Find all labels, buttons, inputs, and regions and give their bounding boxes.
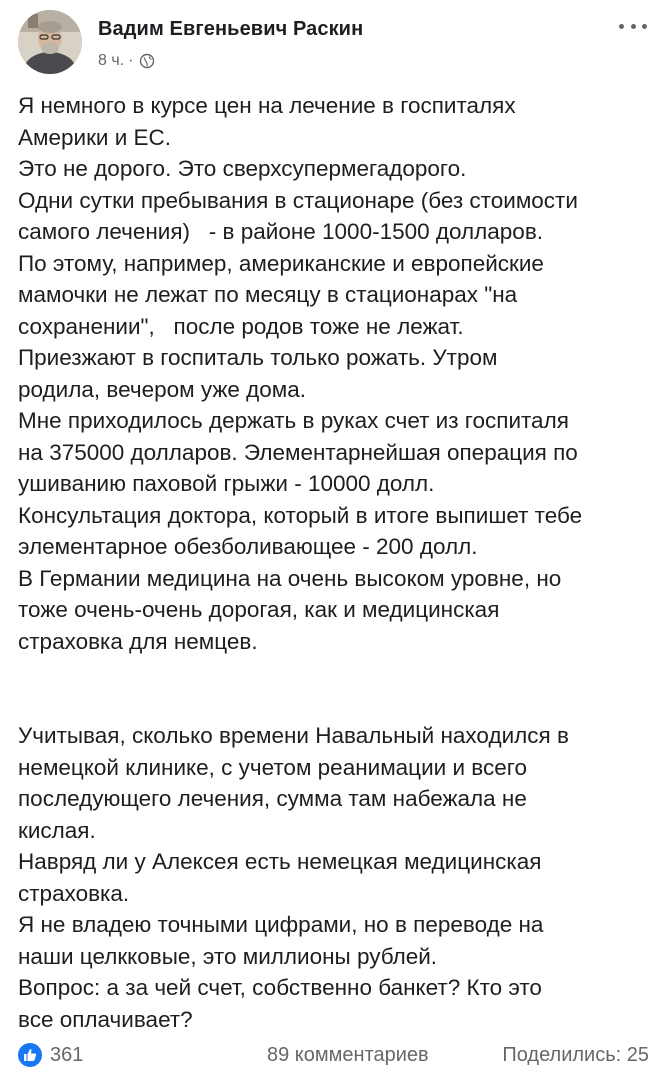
text-line: кислая.: [18, 817, 96, 843]
text-line: самого лечения) - в районе 1000-1500 долларов.: [18, 219, 544, 244]
text-line: Консультация доктора, который в итоге выпишет тебе: [18, 502, 583, 528]
meta-separator: ·: [128, 52, 134, 69]
text-line: наши целкковые, это миллионы рублей.: [18, 943, 438, 969]
text-line: мамочки не лежат по месяцу в стационарах "на: [18, 282, 518, 307]
post-text: [18, 90, 658, 1035]
text-line: По этому, например, американские и европейские: [18, 250, 544, 276]
text-line: Одни сутки пребывания в стационаре (без стоимости: [18, 187, 578, 213]
post-meta: [98, 52, 155, 70]
text-line: тоже очень-очень дорогая, как и медицинская: [18, 597, 500, 622]
post-header: [18, 8, 649, 78]
text-line: последующего лечения, сумма там набежала не: [18, 786, 527, 811]
text-line: элементарное обезболивающее - 200 долл.: [18, 534, 478, 559]
post-footer: [18, 1040, 649, 1072]
text-line: сохранении", после родов тоже не лежат.: [18, 313, 464, 339]
text-line: Мне приходилось держать в руках счет из госпиталя: [18, 408, 569, 433]
globe-icon[interactable]: [139, 53, 155, 69]
text-line: Учитывая, сколько времени Навальный находился в: [18, 723, 569, 748]
text-line: Я не владею точными цифрами, но в переводе на: [18, 912, 544, 937]
text-line: страховка.: [18, 880, 130, 906]
more-dot: [631, 24, 636, 29]
text-line: Америки и ЕС.: [18, 124, 172, 150]
text-line: В Германии медицина на очень высоком уровне, но: [18, 565, 562, 591]
thumbs-up-icon[interactable]: [18, 1043, 42, 1067]
author-avatar[interactable]: [18, 10, 82, 74]
text-line: Приезжают в госпиталь только рожать. Утром: [18, 345, 498, 370]
text-line: родила, вечером уже дома.: [18, 376, 307, 402]
avatar-photo: [18, 10, 82, 74]
text-line: Навряд ли у Алексея есть немецкая медицинская: [18, 849, 542, 874]
text-line: все оплачивает?: [18, 1006, 193, 1032]
text-line: страховка для немцев.: [18, 628, 258, 654]
text-line: немецкой клинике, с учетом реанимации и всего: [18, 754, 527, 780]
like-count[interactable]: 361: [50, 1044, 84, 1066]
paragraph-gap: [18, 657, 658, 720]
shares-count[interactable]: Поделились: 25: [502, 1044, 649, 1066]
text-line: на 375000 долларов. Элементарнейшая операция по: [18, 439, 578, 465]
post-time[interactable]: 8 ч.: [98, 52, 125, 69]
text-line: ушиванию паховой грыжи - 10000 долл.: [18, 471, 435, 496]
more-dot: [619, 24, 624, 29]
text-line: Я немного в курсе цен на лечение в госпиталях: [18, 93, 516, 118]
comments-count[interactable]: 89 комментариев: [267, 1044, 429, 1066]
text-line: Это не дорого. Это сверхсупермегадорого.: [18, 156, 467, 181]
text-line: Вопрос: а за чей счет, собственно банкет? Кто это: [18, 975, 542, 1000]
more-options-icon[interactable]: [619, 16, 647, 36]
more-dot: [642, 24, 647, 29]
author-name[interactable]: Вадим Евгеньевич Раскин: [98, 18, 364, 40]
